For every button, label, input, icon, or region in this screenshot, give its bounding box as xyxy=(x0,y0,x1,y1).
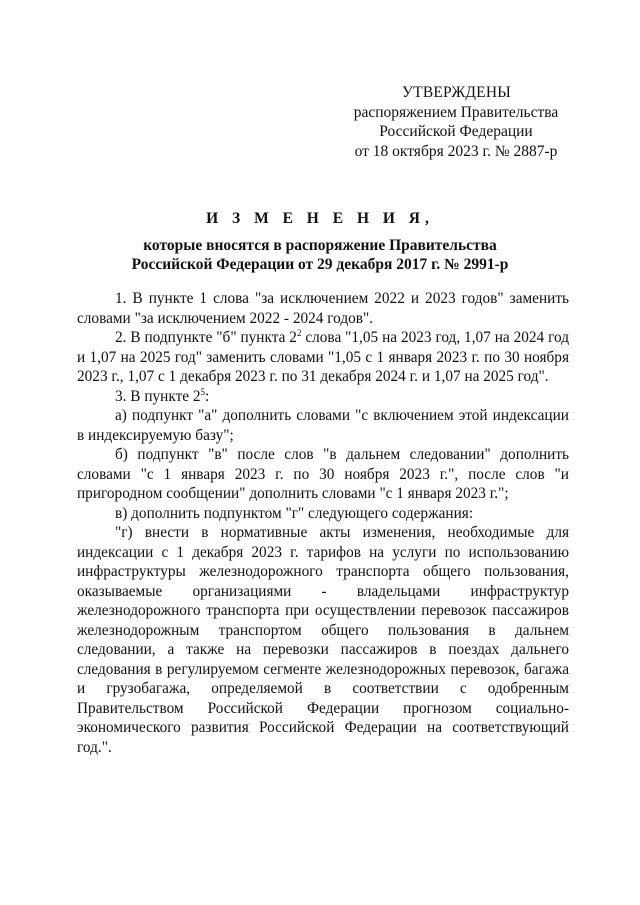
quoted-subitem-g: "г) внести в нормативные акты изменения, необходимые для индексации с 1 декабря 2023 г. тарифов на услуги по использованию инфраструктуры железнодорожного транспорта общего пользования, оказываемые организациями - владельцами инфраструктур железнодорожного транспорта при осуществлении перевозок пассажиров железнодорожным транспортом общего пользования в дальнем следовании, а также на перевозки пассажиров в поездах дальнего следования в регулируемом сегменте железнодорожных перевозок, багажа и грузобагажа, определяемой в соответствии с одобренным Правительством Российской Федерации прогнозом социально-экономического развития Российской Федерации на соответствующий год.". xyxy=(77,524,569,756)
document-subtitle xyxy=(70,236,570,274)
paragraph-text: слова "1,05 на 2023 год, 1,07 на 2024 год и 1,07 на 2025 год" заменить словами "1,05 с 1 января 2023 г. по 30 ноября 2023 г., 1,07 с 1 декабря 2023 г. по 31 декабря 2024 г. и 1,07 на 2025 год". xyxy=(77,329,570,385)
subitem-c: в) дополнить подпунктом "г" следующего содержания: xyxy=(115,504,474,522)
paragraph-text: 3. В пункте 2 xyxy=(115,387,201,405)
subtitle-line: которые вносятся в распоряжение Правительства xyxy=(143,237,497,254)
approval-line: распоряжением Правительства xyxy=(353,103,559,121)
paragraph-item-2 xyxy=(77,328,569,387)
subtitle-line: Российской Федерации от 29 декабря 2017 г. № 2991-р xyxy=(131,256,509,273)
approval-date-line: от 18 октября 2023 г. № 2887-р xyxy=(354,142,558,160)
paragraph-item-3 xyxy=(77,387,569,407)
approval-line: Российской Федерации xyxy=(379,123,533,140)
paragraph-item-1: 1. В пункте 1 слова "за исключением 2022 и 2023 годов" заменить словами "за исключением 2022 - 2024 годов". xyxy=(77,290,569,327)
approval-stamp xyxy=(340,83,572,161)
subitem-a: а) подпункт "а" дополнить словами "с включением этой индексации в индексируемую базу"; xyxy=(77,407,569,444)
paragraph-text: 2. В подпункте "б" пункта 2 xyxy=(115,329,297,346)
superscript: 5 xyxy=(200,386,206,397)
document-heading: И З М Е Н Е Н И Я, xyxy=(206,210,434,227)
document-body xyxy=(77,289,569,757)
superscript: 2 xyxy=(296,327,302,338)
paragraph-text: : xyxy=(205,387,210,405)
approval-title: УТВЕРЖДЕНЫ xyxy=(402,84,511,101)
subitem-b: б) подпункт "в" после слов "в дальнем следовании" дополнить словами "с 1 января 2023 г. по 30 ноября 2023 г.", после слов "и пригородном сообщении" дополнить словами "с 1 января 2023 г."; xyxy=(77,446,569,502)
